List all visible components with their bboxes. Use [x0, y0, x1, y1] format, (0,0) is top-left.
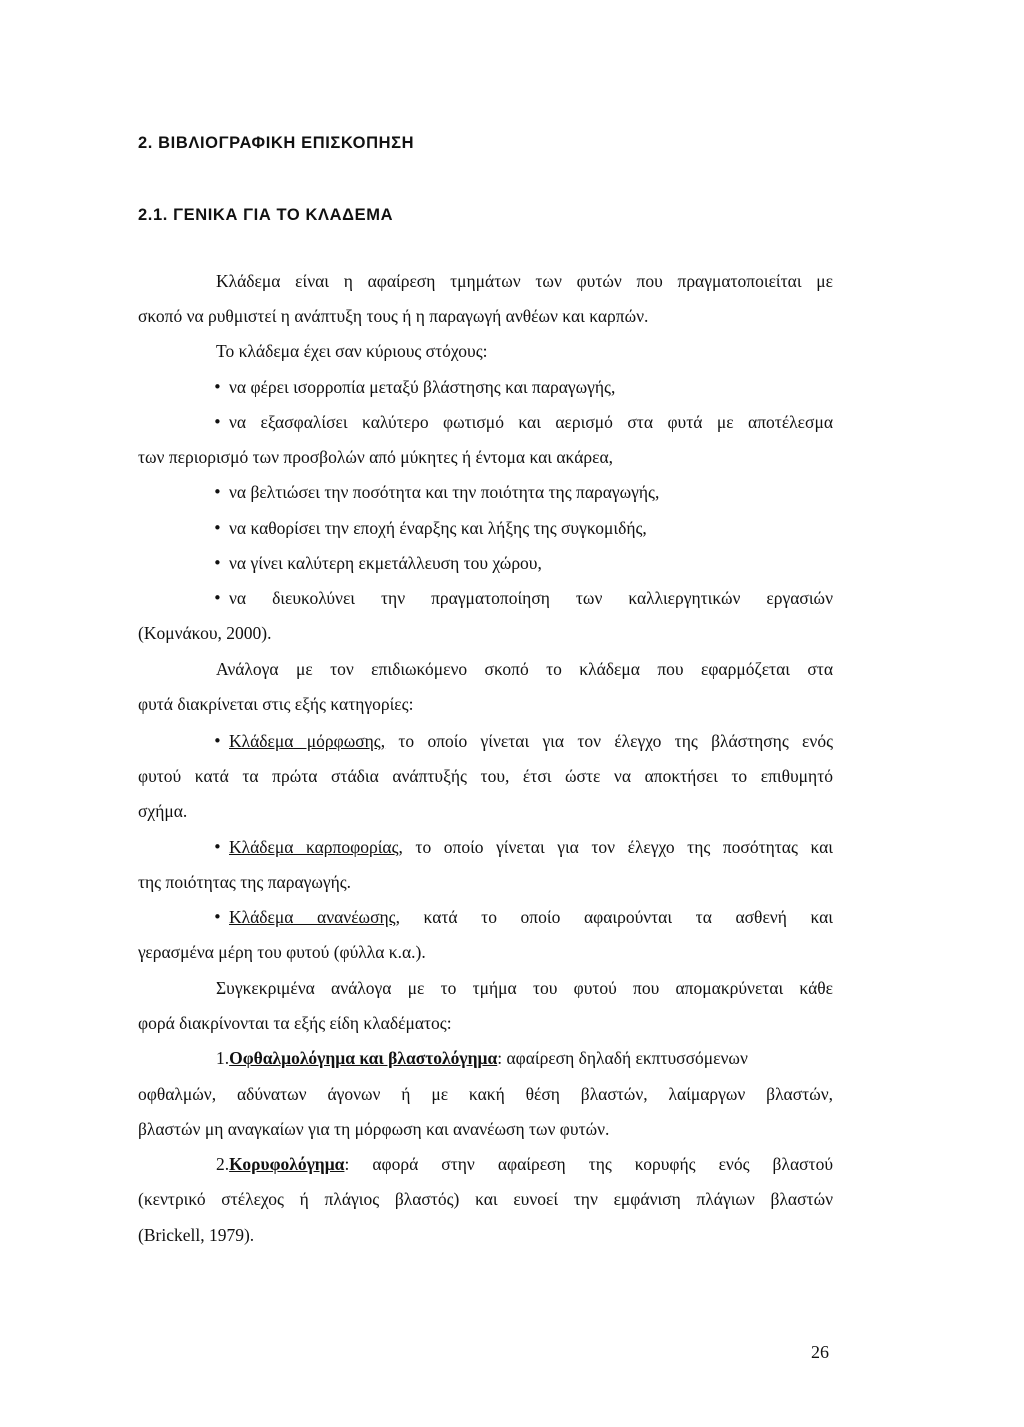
pruning-type-2-line-3: (Brickell, 1979).	[138, 1225, 255, 1245]
paragraph-2-line-2: φυτά διακρίνεται στις εξής κατηγορίες:	[138, 694, 414, 714]
pruning-type-1-line-2: οφθαλμών, αδύνατων άγονων ή με κακή θέση βλαστών, λαίμαργων βλαστών,	[138, 1084, 833, 1104]
pruning-type-2-term: Κορυφολόγημα	[229, 1154, 345, 1174]
goal-bullet-6: • να διευκολύνει την πραγματοποίηση των καλλιεργητικών εργασιών	[229, 587, 833, 609]
section-heading: 2. ΒΙΒΛΙΟΓΡΑΦΙΚΗ ΕΠΙΣΚΟΠΗΣΗ	[138, 134, 415, 152]
category-fruiting-line-2: της ποιότητας της παραγωγής.	[138, 872, 352, 892]
paragraph-3-line-1: Συγκεκριμένα ανάλογα με το τμήμα του φυτού που απομακρύνεται κάθε	[216, 978, 833, 998]
category-shaping	[229, 730, 833, 752]
pruning-type-2-number: 2.	[216, 1154, 230, 1174]
goal-bullet-2: • να εξασφαλίσει καλύτερο φωτισμό και αερισμό στα φυτά με αποτέλεσμα	[229, 411, 833, 433]
category-shaping-line-2: φυτού κατά τα πρώτα στάδια ανάπτυξής του, έτσι ώστε να αποκτήσει το επιθυμητό	[138, 766, 833, 786]
pruning-type-1-number: 1.	[216, 1048, 230, 1068]
pruning-type-2	[216, 1153, 833, 1175]
category-shaping-text: το οποίο γίνεται για τον έλεγχο της βλάστησης ενός	[385, 731, 833, 751]
category-fruiting	[229, 836, 833, 858]
subsection-heading: 2.1. ΓΕΝΙΚΑ ΓΙΑ ΤΟ ΚΛΑΔΕΜΑ	[138, 206, 394, 224]
goal-bullet-4: • να καθορίσει την εποχή έναρξης και λήξης της συγκομιδής,	[229, 517, 647, 539]
paragraph-1-line-1: Κλάδεμα είναι η αφαίρεση τμημάτων των φυτών που πραγματοποιείται με	[216, 271, 833, 291]
pruning-type-1-text: : αφαίρεση δηλαδή εκπτυσσόμενων	[497, 1048, 748, 1068]
pruning-type-1-term: Οφθαλμολόγημα και βλαστολόγημα	[229, 1048, 498, 1068]
category-fruiting-text: το οποίο γίνεται για τον έλεγχο της ποσότητας και	[402, 837, 833, 857]
goal-bullet-1: • να φέρει ισορροπία μεταξύ βλάστησης και παραγωγής,	[229, 376, 615, 398]
category-fruiting-term: Κλάδεμα καρποφορίας,	[229, 837, 403, 857]
category-renewal	[229, 906, 833, 928]
pruning-type-2-line-2: (κεντρικό στέλεχος ή πλάγιος βλαστός) και ευνοεί την εμφάνιση πλάγιων βλαστών	[138, 1189, 833, 1209]
paragraph-1-line-2: σκοπό να ρυθμιστεί η ανάπτυξη τους ή η παραγωγή ανθέων και καρπών.	[138, 306, 649, 326]
category-renewal-line-2: γερασμένα μέρη του φυτού (φύλλα κ.α.).	[138, 942, 426, 962]
goal-bullet-6-continuation: (Κομνάκου, 2000).	[138, 623, 272, 643]
goal-bullet-3: • να βελτιώσει την ποσότητα και την ποιότητα της παραγωγής,	[229, 481, 659, 503]
category-renewal-text: κατά το οποίο αφαιρούνται τα ασθενή και	[399, 907, 833, 927]
goals-intro: Το κλάδεμα έχει σαν κύριους στόχους:	[216, 341, 488, 361]
category-shaping-term: Κλάδεμα μόρφωσης,	[229, 731, 386, 751]
paragraph-2-line-1: Ανάλογα με τον επιδιωκόμενο σκοπό το κλάδεμα που εφαρμόζεται στα	[216, 659, 833, 679]
goal-bullet-2-continuation: των περιορισμό των προσβολών από μύκητες ή έντομα και ακάρεα,	[138, 447, 614, 467]
pruning-type-1	[216, 1047, 833, 1069]
paragraph-3-line-2: φορά διακρίνονται τα εξής είδη κλαδέματος:	[138, 1013, 452, 1033]
pruning-type-2-text: : αφορά στην αφαίρεση της κορυφής ενός βλαστού	[344, 1154, 833, 1174]
page-number: 26	[811, 1342, 829, 1362]
category-shaping-line-3: σχήμα.	[138, 801, 188, 821]
goal-bullet-5: • να γίνει καλύτερη εκμετάλλευση του χώρου,	[229, 552, 542, 574]
category-renewal-term: Κλάδεμα ανανέωσης,	[229, 907, 400, 927]
pruning-type-1-line-3: βλαστών μη αναγκαίων για τη μόρφωση και ανανέωση των φυτών.	[138, 1119, 610, 1139]
